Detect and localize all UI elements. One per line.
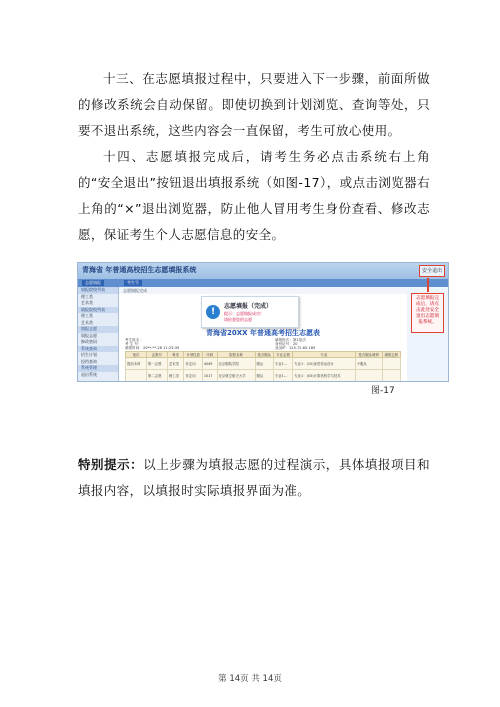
table-cell: 北京航空航天大学 [217,370,255,382]
candidate-info [125,338,401,350]
table-cell [382,358,400,370]
table-cell: 1017 [202,370,217,382]
table-cell: 艺术类 [167,358,184,370]
table-row [126,370,401,382]
table-header-cell: 是否服从 [255,352,273,358]
table-cell [382,370,400,382]
special-tip [78,452,430,504]
figure-sidebar [78,287,119,381]
table-cell: 专业1：(10)视觉传达设计 [293,358,355,370]
info-ip: 登录IP：125.72.65.169 [275,346,316,350]
sidebar-item[interactable]: 填报志愿 [78,326,118,333]
table-cell: 第二志愿 [146,370,167,382]
dialog-title: 志愿填报（完成） [224,303,273,310]
table-cell: 专业1… [273,370,292,382]
table-header-cell: 计划性质 [184,352,202,358]
tab-exam-id[interactable]: 考生号 [124,280,142,286]
table-header-cell: 代码 [202,352,217,358]
page-footer: 第 14页 共 14页 [218,674,282,684]
breadcrumb: 志愿填报完成 [119,287,407,294]
sidebar-item[interactable]: 系统查询 [78,346,118,353]
sidebar-item[interactable]: 投档查询 [81,358,97,364]
info-name: 考生姓名： [125,338,143,342]
screenshot-figure [77,262,449,382]
table-cell: 服从 [255,358,273,370]
table-header-cell: 院校名称 [217,352,255,358]
table-cell [355,370,382,382]
sidebar-item[interactable]: 理工类 [81,293,93,299]
figure-brand: 青海省 年普通高校招生志愿填报系统 [82,266,197,274]
callout-arrow [427,278,429,292]
safe-exit-button[interactable]: 安全退出 [419,265,445,277]
table-cell: 服从 [255,370,273,382]
info-idcard: 身份证号：20 [275,342,298,346]
sidebar-item[interactable]: 填报志愿 [81,332,97,338]
table-row [126,358,401,370]
table-header-cell: 批次 [126,352,147,358]
figure-tab-bar [78,279,448,287]
completion-dialog [201,296,299,328]
paragraph-14: 十四、志愿填报完成后，请考生务必点击系统右上角的“安全退出”按钮退出填报系统（如图-17），或点击浏览器右上角的“×”退出浏览器，防止他人冒用考生身份查看、修改志愿，保证考生个人志愿信息的安全。 [78,149,430,242]
sidebar-item[interactable]: 填报院校列表 [78,287,118,294]
dialog-message-2: 请检查您的志愿 [224,317,252,322]
info-batch: 填报批次：第1批次 [275,338,307,342]
paragraph-13: 十三、在志愿填报过程中，只要进入下一步骤，前面所做的修改系统会自动保留。即使切换到计划浏览、查询等处，只要不退出系统，这些内容会一直保留，考生可放心使用。 [78,71,430,138]
figure-main [119,287,407,381]
table-cell: 不服从 [355,358,382,370]
sidebar-item[interactable]: 艺术类 [81,300,93,305]
table-cell: 4049 [202,358,217,370]
table-header-cell: 是否服从调剂 [355,352,382,358]
table-header-cell: 志愿号 [146,352,167,358]
table-cell: 理工类 [167,370,184,382]
dialog-message: 提示：志愿填报成功！ [224,311,264,316]
tip-label: 特别提示： [78,457,144,472]
info-icon: ! [206,305,220,319]
sidebar-item[interactable]: 填报院校列表 [78,307,118,314]
table-header-cell: 专业志愿 [273,352,292,358]
table-cell: 提前本科 [126,358,147,370]
table-cell [126,370,147,382]
table-cell: 非定向 [184,370,202,382]
sidebar-item[interactable]: 退出系统 [81,371,97,377]
sidebar-item[interactable]: 修改密码 [81,339,97,344]
figure-caption: 图-17 [371,386,395,396]
tab-volunteer[interactable]: 志愿填报 [82,280,104,286]
table-cell: 北京服装学院 [217,358,255,370]
info-time: 填报时间：20**-**-28 11:23:39 [125,346,180,350]
figure-header [78,263,448,279]
table-cell: 专业1：(03)计算机科学与技术 [293,370,355,382]
volunteer-table [125,351,401,381]
tip-text: 以上步骤为填报志愿的过程演示，具体填报项目和填报内容，以填报时实际填报界面为准。 [78,457,430,498]
exit-callout: 志愿填报完成后，请点击此处安全退出志愿填报系统。 [411,293,444,333]
table-header-cell: 专业 [293,352,355,358]
table-cell: 专业1… [273,358,292,370]
table-header-cell: 填报志愿 [382,352,400,358]
table-header-cell: 科类 [167,352,184,358]
sidebar-item[interactable]: 招生计划 [81,352,97,357]
form-title: 青海省20XX 年普通高考招生志愿表 [206,329,320,337]
table-cell: 第一志愿 [146,358,167,370]
info-id: 考 生 号： [125,342,142,346]
sidebar-item[interactable]: 系统管理 [78,365,118,372]
sidebar-item[interactable]: 理工类 [81,313,93,318]
sidebar-item[interactable]: 艺术类 [81,319,93,325]
table-cell: 非定向 [184,358,202,370]
